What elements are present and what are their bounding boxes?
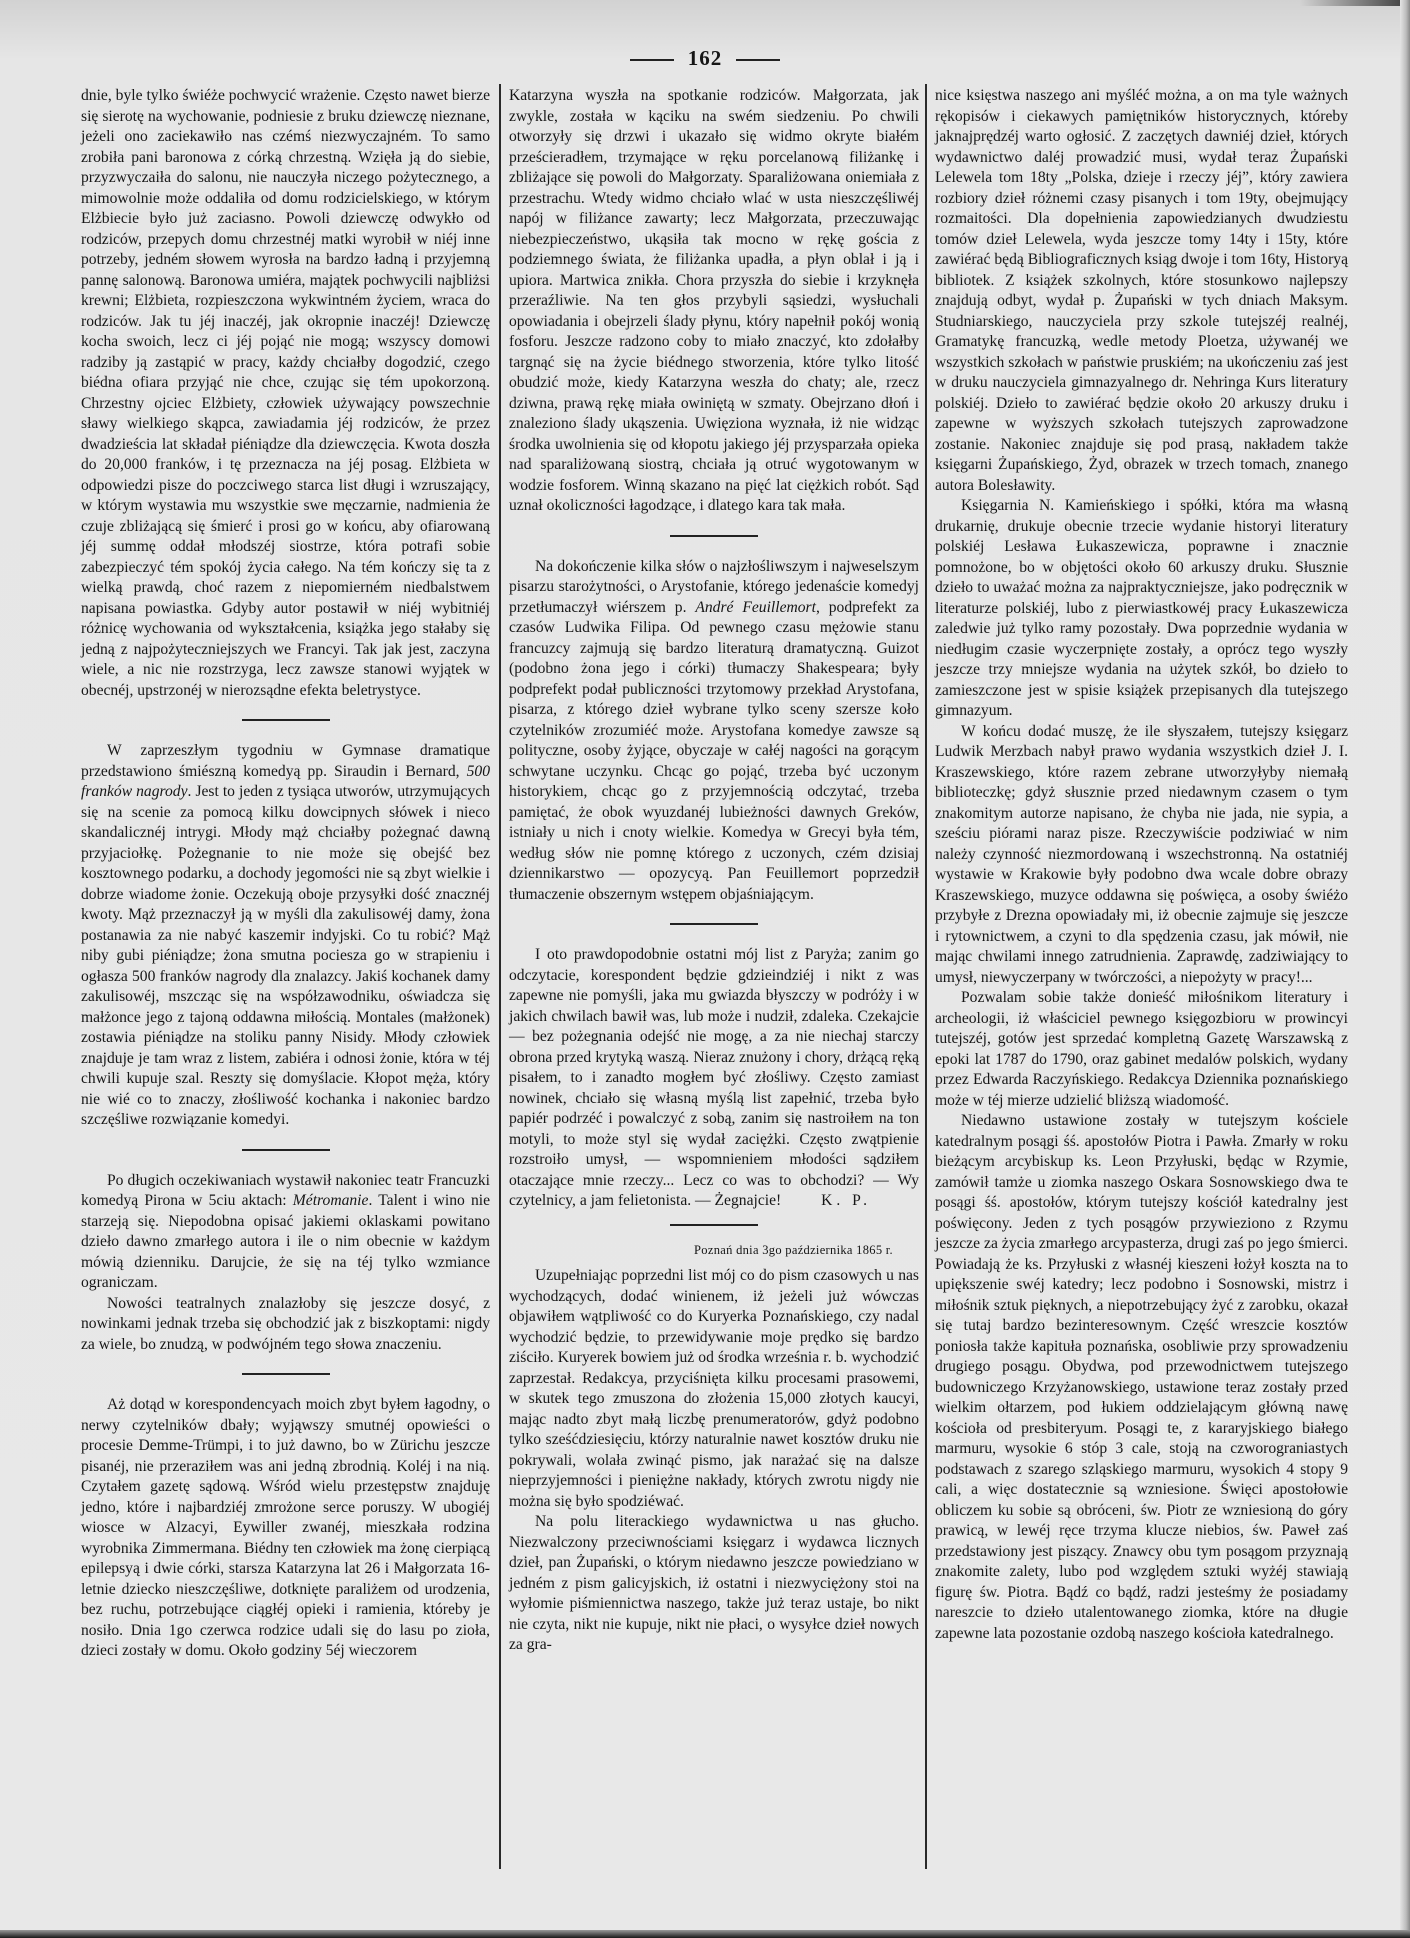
article-paragraph: Na polu literackiego wydawnictwa u nas głucho. Niezwalczony przeciwnościami księgarz i wydawca licznych dzieł, pan Żupański, o którym niedawno jeszcze powiedziano w jedném z pism galicyjskich, iż ostatni i niezwyciężony stoi na wyłomie piśmiennictwa naszego, także już teraz ustaje, bo nikt nie czyta, nikt nie kupuje, nikt nie płaci, o wysyłce dzieł nowych za gra- bbox=[509, 1513, 919, 1653]
section-separator bbox=[670, 535, 758, 537]
work-title: Métromanie bbox=[292, 1192, 369, 1209]
page-edge-shadow-top bbox=[1300, 0, 1410, 6]
article-paragraph bbox=[81, 1171, 490, 1294]
article-paragraph: nice księstwa naszego ani myśléć można, a on ma tyle ważnych rękopisów i ciekawych pamiętników historycznych, któreby jaknajprędzéj warto ogłosić. Z zaczętych dawniéj dzieł, których wydawnictwo daléj prowadzić musi, wydał teraz Żupański Lelewela tom 18ty „Polska, dzieje i rzeczy jéj”, który zawiera rozbiory dzieł różnemi czasy pisanych i tom 19ty, obejmujący rozmaitości. Dla dopełnienia zapowiedzianych dwudziestu tomów dzieł Lelewela, wyda jeszcze tomy 14ty i 15ty, które zawiérać będą Bibliograficznych ksiąg dwoje i tom 16ty, Historyą bibliotek. Z książek szkolnych, które stosunkowo najlepszy znajdują odbyt, wydał p. Żupański w tych dniach Maksym. Studniarskiego, nauczyciela przy szkole tutejszéj realnéj, Gramatykę francuzką, wedle metody Ploetza, używanéj we wszystkich szkołach w państwie pruskiém; na ukończeniu zaś jest w druku nauczyciela gimnazyalnego dr. Nehringa Kurs literatury polskiéj. Dzieło to zawiérać będzie około 20 arkuszy druku i zapewne w wyższych szkołach tutejszych zaprowadzone zostanie. Nakoniec znajduje się pod prasą, nakładem także księgarni Żupańskiego, Żyd, obrazek w trzech tomach, znanego autora Bolesławity. bbox=[935, 87, 1348, 494]
paragraph-text: I oto prawdopodobnie ostatni mój list z Paryża; zanim go odczytacie, korespondent będzie gdzieindziéj i nikt z was zapewne nie pomyśli, jaka mu gwiazda błyszczy w podróży i w jakich chwilach bawił was, lub może i nudził, zdaleka. Czekajcie — bez pożegnania odejść nie mogę, a za nie niechaj starczy obrona przed krytyką waszą. Nieraz znużony i chory, drżącą ręką pisałem, to i zanadto mogłem być złośliwy. Często zamiast nowinek, chciało się własną myślą list zapełnić, trzeba było papiér podrzéć i powalczyć z sobą, zanim się nastroiłem na ton motyli, to może styl się wydał zaciężki. Często zwątpienie rozstroiło umysł, — wspomnieniem młodości sądziłem otaczające mnie rzeczy... Lecz co was to obchodzi? — Wy czytelnicy, a jam felietonista. — Żegnajcie! bbox=[509, 946, 919, 1209]
paragraph-text: Po długich oczekiwaniach wystawił nakoniec teatr Francuzki komedyą Pirona w 5ciu aktach: bbox=[81, 1171, 490, 1209]
page-edge-shadow-bottom bbox=[0, 1930, 1410, 1938]
page-number-text: 162 bbox=[687, 46, 723, 70]
author-signature: K. P. bbox=[821, 1192, 871, 1209]
paragraph-text: , podprefekt za czasów Ludwika Filipa. Od pewnego czasu mężowie stanu francuzcy zajmują się bardzo literaturą dramatyczną. Guizot (podobno żona jego i córki) tłumaczy Shakespeara; były podprefekt podał publiczności trzytomowy przekład Arystofana, pisarza, z którego dzieł wybrane tylko sceny szersze koło czytelników zrozumiéć może. Arystofana komedye zawsze są polityczne, osoby żyjące, obyczaje w całéj nagości na gorącym schwytane uczynku. Chcąc go pojąć, trzeba być uczonym historykiem, chcąc go z przyjemnością odczytać, trzeba pamiętać, że obok wyuzdanéj lubieżności dawnych Greków, istniały u nich i cnoty wielkie. Komedya w Grecyi była tém, według słów nie pomnę którego z uczonych, czém dzisiaj dziennikarstwo — opozycyą. Pan Feuillemort poprzedził tłumaczenie obszernym wstępem objaśniającym. bbox=[509, 598, 919, 903]
article-paragraph: Aż dotąd w korespondencyach moich zbyt byłem łagodny, o nerwy czytelników dbały; wyjąwszy smutnéj opowieści o procesie Demme-Trümpi, i to już dawno, bo w Zürichu jeszcze pisanéj, nie przeraziłem was ani jedną zbrodnią. Koléj i na nią. Czytałem gazetę sądową. Wśród wielu przestępstw znajduję jedno, które i najbardziéj zmrożone serce poruszy. W ubogiéj wiosce w Alzacyi, Eywiller zwanéj, mieszkała rodzina wyrobnika Zimmermana. Biédny ten człowiek ma żonę cierpiącą epilepsyą i dwie córki, starsza Katarzyna lat 26 i Małgorzata 16-letnie dziecko nieszczęśliwe, dotknięte paraliżem od urodzenia, bez ruchu, potrzebujące ciągłéj opieki i ramienia, któreby je nosiło. Dnia 1go czerwca rodzice udali się do lasu po zioła, dzieci zostały w domu. Około godziny 5éj wieczorem bbox=[81, 1396, 490, 1659]
author-name: André Feuillemort bbox=[695, 598, 816, 616]
article-paragraph: W końcu dodać muszę, że ile słyszałem, tutejszy księgarz Ludwik Merzbach nabył prawo wydania wszystkich dzieł J. I. Kraszewskiego, które razem zebrane utworzyłyby niemałą biblioteczkę; gdyż słusznie przed niedawnym czasem o tym znakomitym autorze napisano, że chyba nie jada, nie sypia, a sześciu piórami naraz pisze. Rzeczywiście podziwiać w nim należy czynność niezmordowaną i wszechstronną. Na ostatniéj wystawie w Krakowie były podobno dwa wcale dobre obrazy Kraszewskiego, muzyce oddawna się poświęca, a osoby świéżo przybyłe z Drezna opowiadały mi, iż obecnie zajmuje się jeszcze i rytownictwem, a czyni to dla spędzenia czasu, jak mówił, nie mając chwilami innego zatrudnienia. Zaprawdę, zadziwiający to umysł, niewyczerpany w twórczości, a niepożyty w pracy!... bbox=[935, 722, 1348, 986]
column-2 bbox=[509, 86, 919, 1656]
paragraph-text: Na dokończenie kilka słów o najzłośliwszym i najweselszym pisarzu starożytności, o Arystofanie, którego jedenaście komedyj przetłumaczył wiérszem p. bbox=[509, 557, 919, 616]
article-paragraph bbox=[509, 945, 919, 1212]
article-paragraph: Niedawno ustawione zostały w tutejszym kościele katedralnym posągi śś. apostołów Piotra i Pawła. Zmarły w roku bieżącym arcybiskup ks. Leon Przyłuski, będąc w Rzymie, zamówił tamże u ziomka naszego Oskara Sosnowskiego dwa te posągi śś. apostołów, którym tutejszy kościół katedralny jest poświęcony. Jeden z tych posągów przywieziono z Rzymu jeszcze za życia zmarłego arcypasterza, drugi zaś po jego śmierci. Powiadają że ks. Przyłuski z własnéj kieszeni łożył koszta na to upiększenie swéj katedry; lecz podobno i Sosnowski, mistrz i miłośnik sztuk pięknych, a niepotrzebujący żyć z zarobku, okazał się tutaj bardzo bezinteresownym. Część wreszcie kosztów poniosła także kapituła poznańska, osobliwie przy sprowadzeniu drugiego posągu. Obydwa, pod przewodnictwem tutejszego budowniczego Krzyżanowskiego, ustawione teraz zostały przed wielkim ołtarzem, pod łukiem oddzielającym główną nawę kościoła od presbiteryum. Posągi te, z kararyjskiego białego marmuru, wysokie 6 stóp 3 cale, stoją na czworograniastych podstawach z szarego szląskiego marmuru, wysokich 4 stopy 9 cali, a więc dostatecznie są wzniesione. Święci apostołowie obliczem ku sobie są obróceni, św. Piotr ze wzniesioną do góry prawicą, w lewéj ręce trzyma klucze niebios, św. Paweł zaś przedstawiony jest piszący. Znawcy obu tym posągom przyznają znakomite zalety, lubo pod względem sztuki wyżéj stawiają figurę św. Piotra. Bądź co bądź, radzi jesteśmy że posiadamy nareszcie to dzieło utalentowanego ziomka, które na długie zapewne lata pozostanie ozdobą naszego kościoła katedralnego. bbox=[935, 1112, 1348, 1642]
paragraph-text: W zaprzeszłym tygodniu w Gymnase dramatique przedstawiono śmiészną komedyą pp. Siraudin i Bernard, bbox=[81, 742, 490, 780]
page-number bbox=[0, 46, 1410, 71]
article-paragraph: Księgarnia N. Kamieńskiego i spółki, która ma własną drukarnię, drukuje obecnie trzecie wydanie historyi literatury polskiéj Lesława Łukaszewicza, poprawne i znacznie pomnożone, bo w objętości około 60 arkuszy druku. Słusznie dzieło to uważać można za najpraktyczniejsze, jako podręcznik w literaturze polskiéj, lubo z pierwiastkowéj pracy Łukaszewicza zaledwie już tylko ramy pozostały. Dwa poprzednie wydania w niedługim czasie wyczerpnięte zostały, a oprócz tego wyszły jeszcze trzy mniejsze wydania na użytek szkół, bo dzieło to zamieszczone jest w spisie książek przepisanych dla tutejszego gimnazyum. bbox=[935, 497, 1348, 719]
article-paragraph: Katarzyna wyszła na spotkanie rodziców. Małgorzata, jak zwykle, została w kąciku na swém siedzeniu. Po chwili otworzyły się drzwi i ukazało się widmo okryte białém prześcieradłem, trzymające w ręku porcelanową filiżankę i zbliżające się powoli do Małgorzaty. Sparaliżowana oniemiała z przestrachu. Wtedy widmo chciało wlać w usta nieszczęśliwéj napój w filiżance zawarty; lecz Małgorzata, przeczuwając niebezpieczeństwo, ukąsiła tak mocno w rękę gościa z podziemnego świata, że filiżanka upadła, a płyn oblał i ją i upiora. Martwica znikła. Chora przyszła do siebie i krzyknęła przeraźliwie. Na ten głos przybyli sąsiedzi, wysłuchali opowiadania i obejrzeli ślady płynu, który napełnił pokój wonią fosforu. Jeszcze radzono coby to miało znaczyć, kto zdołałby targnąć się na życie biédnego stworzenia, które tylko litość obudzić może, kiedy Katarzyna weszła do chaty; ale, rzecz dziwna, prawą rękę miała owiniętą w szmaty. Obejrzano dłoń i znaleziono ślady ukąszenia. Uwięziona wyznała, iż nie widząc środka uwolnienia się od kłopotu jakiego jéj przysparzała opieka nad sparaliżowaną siostrą, chciała ją otruć wygotowanym w wodzie fosforem. Winną skazano na pięć lat ciężkich robót. Sąd uznał okoliczności łagodzące, i dlatego kara tak mała. bbox=[509, 87, 919, 514]
column-3 bbox=[935, 86, 1348, 1644]
article-paragraph: dnie, byle tylko świéże pochwycić wrażenie. Często nawet bierze się sierotę na wychowanie, podniesie z bruku dziewczę nieznane, jeżeli ono zaciekawiło nas czémś niezwyczajném. To samo zrobiła pani baronowa z córką chrzestną. Wzięła ją do siebie, przyzwyczaiła do salonu, nie nauczyła niczego pożytecznego, a mimowolnie może oddaliła od domu rodzicielskiego, w którym Elżbiecie było już zaciasno. Powoli dziewczę odwykło od rodziców, przepych domu chrzestnéj matki wyrobił w niéj inne potrzeby, jedném słowem wyrosła na bardzo ładną i przyjemną pannę salonową. Baronowa umiéra, majątek pochwycili najbliżsi krewni; Elżbieta, rozpieszczona wykwintném życiem, wraca do rodziców. Jak tu jéj inaczéj, jak okropnie inaczéj! Dziewczę kocha swoich, lecz ci jéj pojąć nie mogą; wszyscy domowi radziby ją zastąpić w pracy, każdy chciałby dogodzić, czego biédna ofiara przyjąć nie chce, czując się tém upokorzoną. Chrzestny ojciec Elżbiety, człowiek używający powszechnie sławy wielkiego skąpca, zawiadamia jéj rodziców, że przez dwadzieścia lat składał piéniądze dla dziewczęcia. Kwota doszła do 20,000 franków, i tę przeznacza na jéj posag. Elżbieta w odpowiedzi pisze do poczciwego starca list długi i wzruszający, w którym wystawia mu wszystkie swe męczarnie, nadmienia że czuje zbliżającą się śmierć i prosi go w końcu, aby ofiarowaną jéj summę oddał młodszéj siostrze, która potrafi sobie zabezpieczyć tém spokój życia całego. Na tém kończy się ta z wielką prawdą, choć razem z niepomierném niedbalstwem napisana powiastka. Gdyby autor postawił w niéj wybitniéj różnicę wychowania od wykształcenia, książka jego stałaby się jedną z najpożyteczniejszych we Francyi. Tak jak jest, zaczyna wiele, a nic nie rozstrzyga, lecz zawsze stanowi wyjątek w obecnéj, upstrzonéj w nierozsądne efekta beletrystyce. bbox=[81, 87, 490, 699]
column-divider-1 bbox=[499, 84, 501, 1869]
column-divider-2 bbox=[925, 84, 927, 1869]
page-number-dash-left bbox=[630, 59, 674, 61]
section-separator bbox=[242, 719, 330, 721]
section-separator bbox=[670, 1224, 758, 1226]
work-title: 500 franków nagrody bbox=[81, 762, 490, 800]
page-edge-shadow-right bbox=[1400, 0, 1410, 1938]
column-1 bbox=[81, 86, 490, 1662]
article-paragraph: Pozwalam sobie także donieść miłośnikom literatury i archeologii, iż właściciel pewnego księgozbioru w prowincyi tutejszéj, gotów jest sprzedać kompletną Gazetę Warszawską z epoki lat 1787 do 1790, oraz gabinet medalów polskich, wydany przez Edwarda Raczyńskiego. Redakcya Dziennika poznańskiego może w téj mierze udzielić bliższą wiadomość. bbox=[935, 989, 1348, 1109]
section-separator bbox=[242, 1373, 330, 1375]
paragraph-text: . Talent i wino nie starzeją się. Niepodobna opisać jakiemi oklaskami powitano dzieło dawno zmarłego autora i ile o nim obecnie w każdym mówią dzienniku. Darujcie, że się na téj tylko wzmiance ograniczam. bbox=[81, 1192, 490, 1291]
article-paragraph bbox=[509, 557, 919, 906]
article-paragraph: Nowości teatralnych znalazłoby się jeszcze dosyć, z nowinkami jednak trzeba się obchodzić jak z biszkoptami: nigdy za wiele, bo znudzą, w podwójném tego słowa znaczeniu. bbox=[81, 1294, 490, 1353]
section-separator bbox=[242, 1149, 330, 1151]
page-number-dash-right bbox=[736, 59, 780, 61]
article-paragraph: Uzupełniając poprzedni list mój co do pism czasowych u nas wychodzących, dodać winienem, iż jeżeli już wówczas objawiłem wątpliwość co do Kuryerka Poznańskiego, czy nadal wychodzić będzie, to przewidywanie moje prędko się bardzo ziściło. Kuryerek bowiem już od środka września r. b. wychodzić zaprzestał. Redakcya, przyciśnięta kilku procesami prasowemi, w skutek tego zmuszona do złożenia 15,000 złotych kaucyi, mając nadto zbyt małą liczbę prenumeratorów, gdyż podobno tylko sześćdziesięciu, którzy naturalnie nawet kosztów druku nie pokrywali, wolała zwinąć pismo, jak narażać się na dalsze nieprzyjemności i pieniężne nakłady, których zwrotu nigdy nie można się było spodziéwać. bbox=[509, 1267, 919, 1510]
article-paragraph bbox=[81, 741, 490, 1131]
dateline: Poznań dnia 3go października 1865 r. bbox=[694, 1242, 893, 1257]
paragraph-text: . Jest to jeden z tysiąca utworów, utrzymujących się na scenie za pomocą kilku dowcipnych słówek i nieco skandalicznéj intrygi. Młody mąż chciałby pożegnać dawną przyjaciołkę. Pożegnanie to nie może się obejść bez kosztownego podarku, a dochody jegomości nie są zbyt wielkie i dobrze wiadome żonie. Oczekują oboje przysyłki dość znacznéj kwoty. Mąż przeznaczył ją w myśli dla zakulisowéj damy, żona postanawia za nie nabyć kaszemir indyjski. Co tu robić? Mąż niby gubi piéniądze; żona smutna pociesza go w strapieniu i ogłasza 500 franków nagrody dla znalazcy. Jakiś kochanek damy zakulisowéj, mszcząc się na współzawodniku, oświadcza się małżonce jego z tajoną oddawna miłością. Montales (małżonek) zostawia piéniądze na stoliku panny Nisidy. Młody człowiek znajduje je tam wraz z listem, zabiéra i odnosi żonie, która w téj chwili kupuje szal. Reszty się domyślacie. Kłopot męża, który nie wié co to znaczy, złośliwość kochanka i nakoniec bardzo szczęśliwe rozwiązanie komedyi. bbox=[81, 783, 490, 1128]
section-separator bbox=[670, 923, 758, 925]
